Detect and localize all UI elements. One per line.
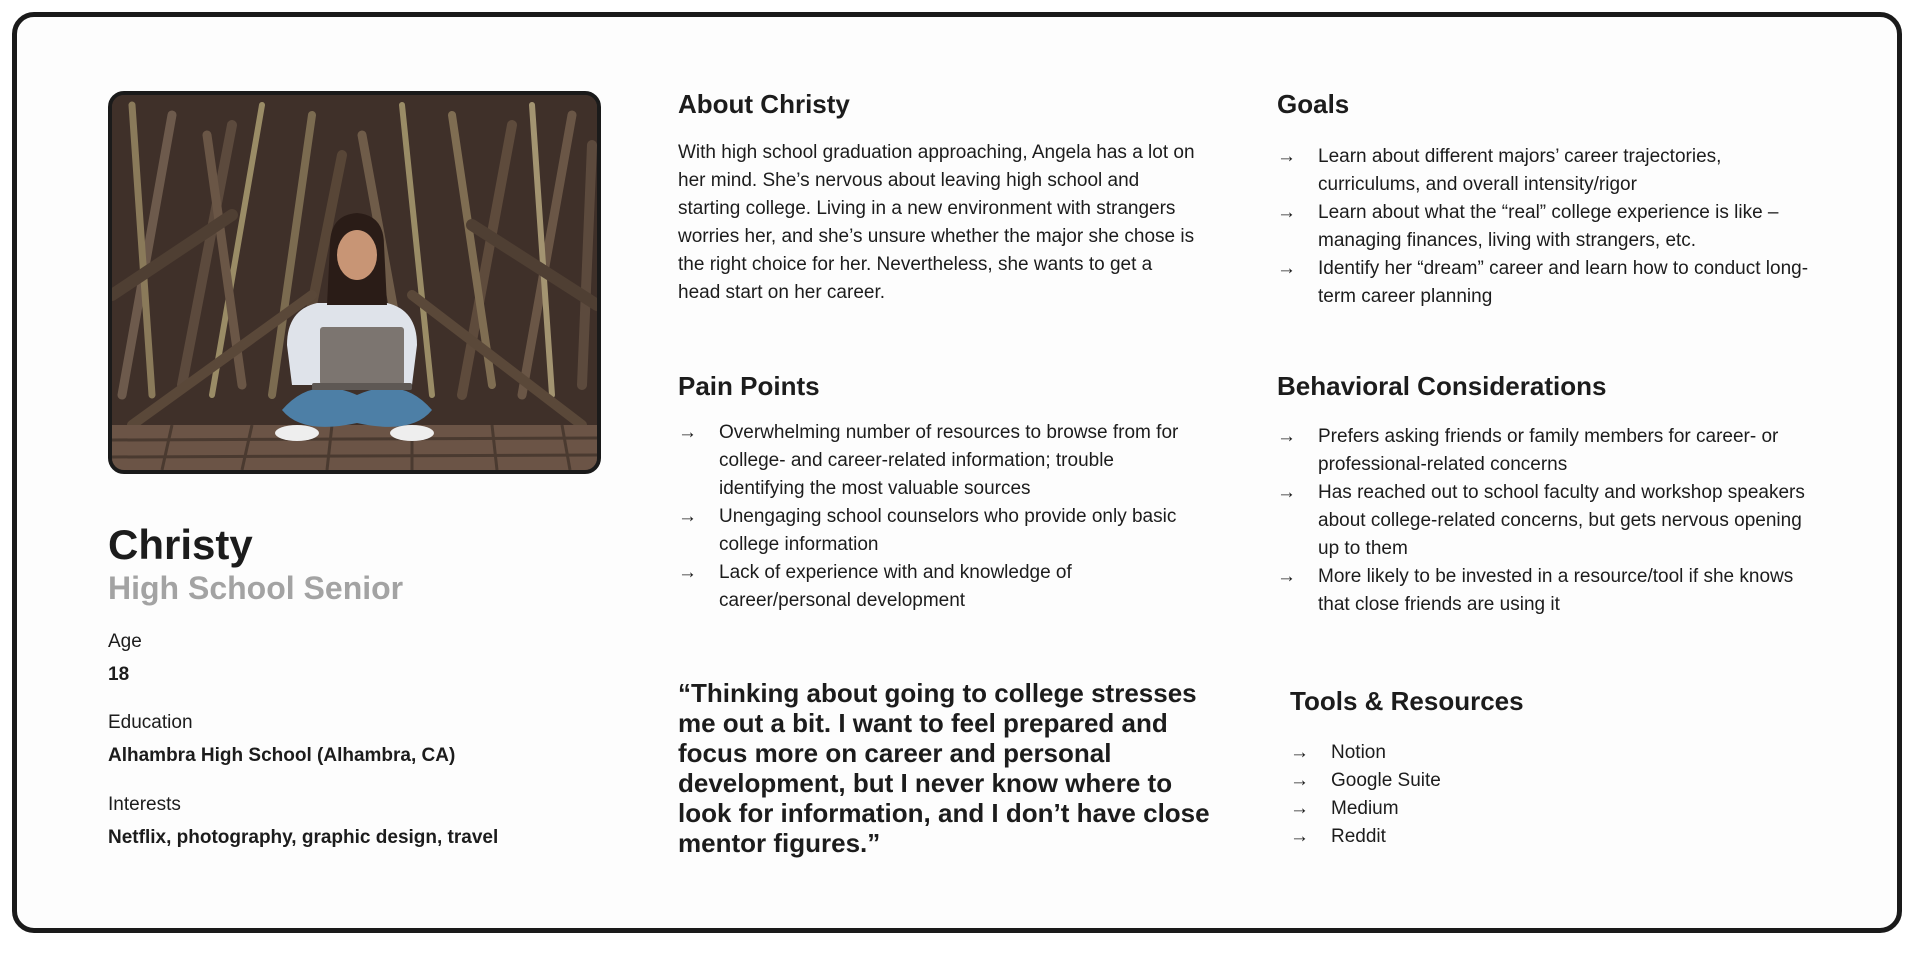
list-item (678, 559, 1198, 615)
persona-name: Christy (108, 521, 253, 568)
goal-text: Identify her “dream” career and learn how to conduct long-term career planning (1318, 258, 1809, 307)
arrow-right-icon: → (1277, 202, 1296, 223)
persona-photo (108, 91, 601, 474)
arrow-right-icon: → (1290, 826, 1309, 847)
tools-heading: Tools & Resources (1290, 686, 1524, 716)
behavioral-heading: Behavioral Considerations (1277, 371, 1607, 401)
arrow-right-icon: → (678, 562, 697, 583)
tool-name: Google Suite (1331, 770, 1441, 791)
arrow-right-icon: → (1277, 482, 1296, 503)
goal-text: Learn about what the “real” college experience is like – managing finances, living with strangers, etc. (1318, 202, 1779, 251)
pain-points-list (678, 419, 1198, 615)
arrow-right-icon: → (678, 422, 697, 443)
pain-point-text: Lack of experience with and knowledge of career/personal development (719, 562, 1072, 611)
tool-name: Notion (1331, 742, 1386, 763)
list-item (1277, 199, 1817, 255)
behavioral-list (1277, 423, 1817, 619)
behavioral-text: Has reached out to school faculty and workshop speakers about college-related concerns, but gets nervous opening up to them (1318, 482, 1805, 559)
list-item (1290, 795, 1690, 823)
about-heading: About Christy (678, 89, 850, 119)
arrow-right-icon: → (1277, 426, 1296, 447)
list-item (1277, 255, 1817, 311)
arrow-right-icon: → (1277, 146, 1296, 167)
behavioral-text: Prefers asking friends or family members for career- or professional-related concerns (1318, 426, 1779, 475)
persona-photo-illustration (112, 95, 597, 470)
tools-list (1290, 739, 1690, 851)
pain-point-text: Unengaging school counselors who provide only basic college information (719, 506, 1177, 555)
goals-heading: Goals (1277, 89, 1350, 119)
arrow-right-icon: → (1277, 258, 1296, 279)
persona-quote: “Thinking about going to college stresses me out a bit. I want to feel prepared and focus more on career and personal development, but I never know where to look for information, and I don’t have close mentor figures.” (678, 678, 1210, 858)
list-item (678, 419, 1198, 503)
age-value: 18 (108, 664, 130, 685)
age-label: Age (108, 631, 142, 652)
about-text: With high school graduation approaching, Angela has a lot on her mind. She’s nervous about leaving high school and starting college. Living in a new environment with strangers worries her, and she’s unsure whether the major she chose is the right choice for her. Nevertheless, she wants to get a head start on her career. (678, 142, 1195, 303)
list-item (1277, 423, 1817, 479)
arrow-right-icon: → (678, 506, 697, 527)
list-item (1290, 767, 1690, 795)
behavioral-text: More likely to be invested in a resource/tool if she knows that close friends are using it (1318, 566, 1794, 615)
tool-name: Reddit (1331, 826, 1386, 847)
persona-role: High School Senior (108, 570, 404, 606)
pain-point-text: Overwhelming number of resources to browse from for college- and career-related information; trouble identifying the most valuable sources (719, 422, 1179, 499)
list-item (1290, 823, 1690, 851)
list-item (1277, 479, 1817, 563)
interests-label: Interests (108, 794, 181, 815)
education-value: Alhambra High School (Alhambra, CA) (108, 745, 456, 766)
list-item (1277, 563, 1817, 619)
education-label: Education (108, 712, 193, 733)
arrow-right-icon: → (1277, 566, 1296, 587)
interests-value: Netflix, photography, graphic design, travel (108, 827, 499, 848)
list-item (678, 503, 1198, 559)
arrow-right-icon: → (1290, 742, 1309, 763)
arrow-right-icon: → (1290, 798, 1309, 819)
goal-text: Learn about different majors’ career trajectories, curriculums, and overall intensity/rigor (1318, 146, 1722, 195)
list-item (1277, 143, 1817, 199)
arrow-right-icon: → (1290, 770, 1309, 791)
goals-list (1277, 143, 1817, 311)
tool-name: Medium (1331, 798, 1399, 819)
pain-points-heading: Pain Points (678, 371, 820, 401)
list-item (1290, 739, 1690, 767)
